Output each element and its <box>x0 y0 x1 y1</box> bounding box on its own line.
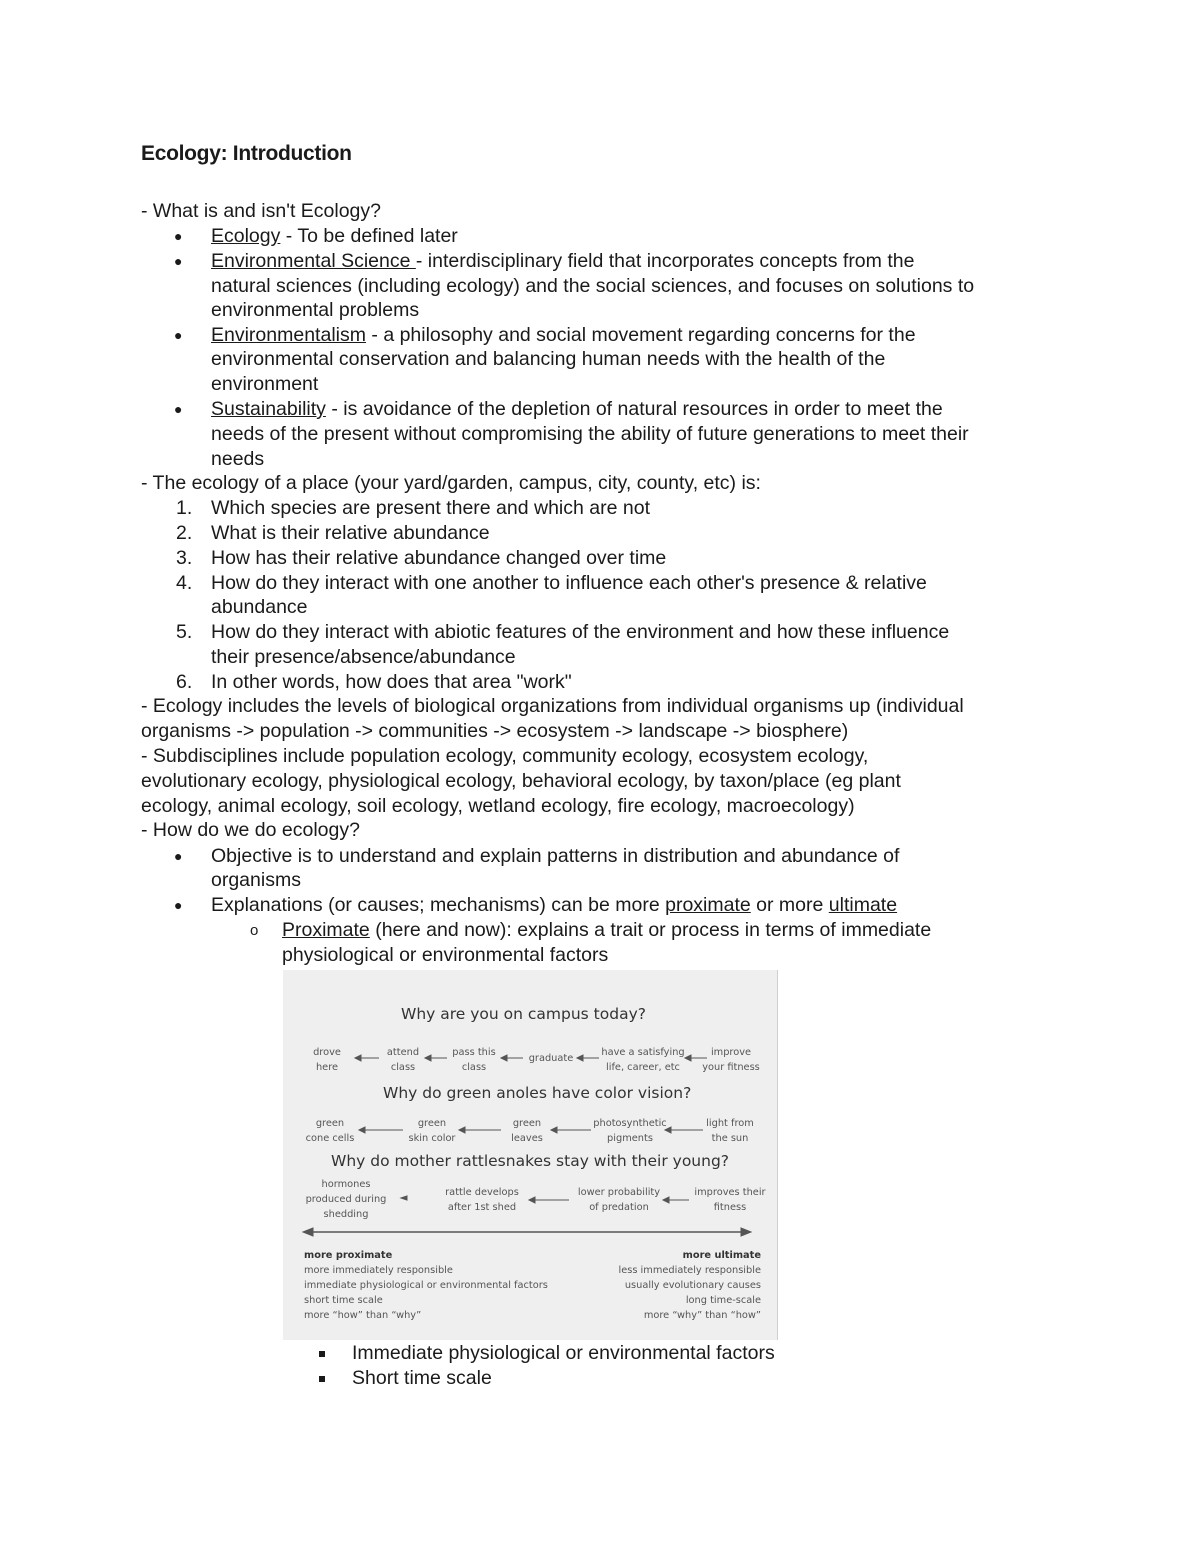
definition-text: - interdisciplinary field that incorporates concepts from the <box>415 250 915 272</box>
figure-term: graduate <box>528 1053 574 1064</box>
figure-term: lower probability of predation <box>577 1187 661 1213</box>
axis-label-proximate: more proximate <box>304 1250 393 1261</box>
figure-term: green cone cells <box>305 1118 355 1144</box>
definition-text: natural sciences (including ecology) and the social sciences, and focuses on solutions to <box>211 275 975 297</box>
bullet-icon: ● <box>174 228 183 244</box>
figure-term: hormones produced during shedding <box>305 1179 387 1220</box>
list-item-continued: organisms <box>211 869 301 891</box>
figure-question-1: Why are you on campus today? <box>401 1005 646 1023</box>
list-number: 3. <box>176 547 193 569</box>
definition-text: needs of the present without compromising the ability of future generations to meet their <box>211 423 969 445</box>
axis-note: long time-scale <box>685 1295 761 1306</box>
definition-text: environment <box>211 373 319 395</box>
figure-question-3: Why do mother rattlesnakes stay with their young? <box>331 1152 730 1170</box>
list-number: 6. <box>176 671 193 693</box>
figure-term: pass this class <box>452 1047 496 1073</box>
list-item: In other words, how does that area "work" <box>211 671 572 693</box>
paragraph-subdisciplines: ecology, animal ecology, soil ecology, wetland ecology, fire ecology, macroecology) <box>141 795 855 817</box>
figure-question-2: Why do green anoles have color vision? <box>383 1084 692 1102</box>
list-item-continued: abundance <box>211 596 308 618</box>
term-ecology: Ecology <box>211 225 281 247</box>
sub-item-proximate <box>282 918 931 943</box>
paragraph-subdisciplines: evolutionary ecology, physiological ecology, behavioral ecology, by taxon/place (eg plant <box>141 770 901 792</box>
page-title: Ecology: Introduction <box>141 142 352 165</box>
text-segment: Explanations (or causes; mechanisms) can be more <box>211 894 666 916</box>
bullet-icon: ● <box>174 897 183 913</box>
bullet-icon: ● <box>174 401 183 417</box>
figure-term: green skin color <box>408 1118 456 1144</box>
figure-term: improve your fitness <box>702 1047 760 1073</box>
list-item: How do they interact with one another to influence each other's presence & relative <box>211 572 927 594</box>
figure-term: rattle develops after 1st shed <box>445 1187 519 1213</box>
definition-text: - is avoidance of the depletion of natural resources in order to meet the <box>325 398 943 420</box>
circle-bullet-icon: o <box>250 922 259 939</box>
term-ultimate: ultimate <box>828 894 898 916</box>
term-environmentalism: Environmentalism <box>211 324 366 346</box>
axis-note: less immediately responsible <box>618 1265 761 1276</box>
figure-term: attend class <box>386 1047 420 1073</box>
section-heading-what-is-ecology: - What is and isn't Ecology? <box>141 200 381 222</box>
sub-sub-item: Immediate physiological or environmental factors <box>352 1342 775 1364</box>
list-item: How has their relative abundance changed over time <box>211 547 667 569</box>
list-item: Which species are present there and which are not <box>211 497 650 519</box>
square-bullet-icon <box>319 1376 325 1382</box>
figure-term: green leaves <box>511 1118 543 1144</box>
definition-text: environmental conservation and balancing human needs with the health of the <box>211 348 886 370</box>
axis-note: immediate physiological or environmental factors <box>304 1280 548 1291</box>
figure-term: have a satisfying life, career, etc <box>601 1047 685 1073</box>
figure-term: drove here <box>313 1047 341 1073</box>
axis-label-ultimate: more ultimate <box>682 1250 761 1261</box>
figure-term: photosynthetic pigments <box>593 1118 667 1144</box>
list-item-environmental-science <box>211 249 914 274</box>
paragraph-levels: organisms -> population -> communities -> ecosystem -> landscape -> biosphere) <box>141 720 849 742</box>
definition-text: - a philosophy and social movement regarding concerns for the <box>365 324 916 346</box>
list-item-objective: Objective is to understand and explain patterns in distribution and abundance of <box>211 845 900 867</box>
list-number: 2. <box>176 522 193 544</box>
definition-text: physiological or environmental factors <box>282 944 609 966</box>
term-proximate: proximate <box>665 894 751 916</box>
term-environmental-science: Environmental Science <box>211 250 416 272</box>
list-item-ecology <box>211 224 458 249</box>
bullet-icon: ● <box>174 848 183 864</box>
list-number: 5. <box>176 621 193 643</box>
term-sustainability: Sustainability <box>211 398 326 420</box>
section-heading-ecology-of-place: - The ecology of a place (your yard/garden, campus, city, county, etc) is: <box>141 472 761 494</box>
figure-term: light from the sun <box>706 1118 754 1144</box>
definition-text: environmental problems <box>211 299 420 321</box>
list-item-environmentalism <box>211 323 916 348</box>
text-segment: or more <box>750 894 829 916</box>
term-proximate: Proximate <box>282 919 370 941</box>
list-number: 1. <box>176 497 193 519</box>
list-item-sustainability <box>211 397 943 422</box>
square-bullet-icon <box>319 1351 325 1357</box>
axis-note: usually evolutionary causes <box>624 1280 761 1291</box>
list-item: How do they interact with abiotic features of the environment and how these influence <box>211 621 950 643</box>
figure-term: improves their fitness <box>694 1187 766 1213</box>
section-heading-how-do-we-do-ecology: - How do we do ecology? <box>141 819 360 841</box>
list-item: What is their relative abundance <box>211 522 490 544</box>
sub-sub-item: Short time scale <box>352 1367 492 1389</box>
axis-note: more “why” than “how” <box>643 1310 761 1321</box>
bullet-icon: ● <box>174 253 183 269</box>
figure-proximate-ultimate <box>283 970 778 1340</box>
axis-note: more “how” than “why” <box>304 1310 422 1321</box>
paragraph-levels: - Ecology includes the levels of biological organizations from individual organisms up (individual <box>141 695 964 717</box>
list-item-continued: their presence/absence/abundance <box>211 646 516 668</box>
definition-text: needs <box>211 448 265 470</box>
definition-text: - To be defined later <box>280 225 458 247</box>
axis-note: more immediately responsible <box>304 1265 453 1276</box>
list-item-explanations <box>211 893 897 918</box>
paragraph-subdisciplines: - Subdisciplines include population ecology, community ecology, ecosystem ecology, <box>141 745 869 767</box>
axis-note: short time scale <box>304 1295 383 1306</box>
bullet-icon: ● <box>174 327 183 343</box>
list-number: 4. <box>176 572 193 594</box>
definition-text: (here and now): explains a trait or process in terms of immediate <box>369 919 932 941</box>
